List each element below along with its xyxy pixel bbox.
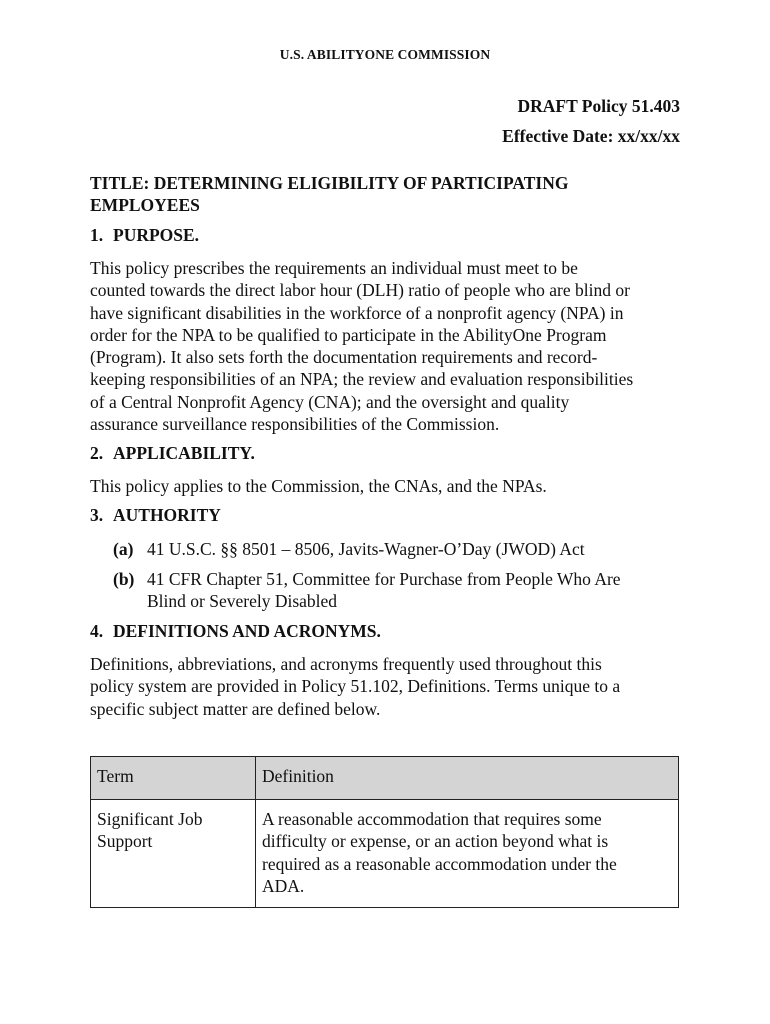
table-header-cell: Term [91, 757, 256, 800]
table-row [91, 800, 679, 908]
item-label: (b) [113, 569, 135, 589]
definition-line: difficulty or expense, or an action beyond what is [262, 831, 609, 852]
term-line: Significant Job [97, 809, 203, 829]
definitions-paragraph [90, 653, 690, 720]
policy-title [90, 172, 680, 216]
paragraph-line: Definitions, abbreviations, and acronyms frequently used throughout this [90, 654, 602, 674]
section-number: 3. [90, 505, 104, 525]
section-applicability-heading [90, 443, 255, 464]
term-cell [91, 800, 256, 908]
definition-line: A reasonable accommodation that requires some [262, 809, 602, 829]
section-heading-text: AUTHORITY [113, 505, 221, 525]
section-heading-text: PURPOSE. [113, 225, 200, 245]
applicability-paragraph: This policy applies to the Commission, the CNAs, and the NPAs. [90, 476, 547, 496]
policy-number: DRAFT Policy 51.403 [517, 96, 680, 116]
section-purpose-heading [90, 225, 199, 246]
paragraph-line: This policy prescribes the requirements an individual must meet to be [90, 258, 578, 278]
paragraph-line: policy system are provided in Policy 51.102, Definitions. Terms unique to a [90, 676, 621, 697]
definition-line: ADA. [262, 875, 305, 896]
paragraph-line: assurance surveillance responsibilities of the Commission. [90, 414, 500, 435]
section-heading-text: APPLICABILITY. [113, 443, 255, 463]
section-definitions-heading [90, 621, 381, 642]
section-number: 4. [90, 621, 104, 641]
policy-title-line: EMPLOYEES [90, 195, 200, 215]
item-text: 41 U.S.C. §§ 8501 – 8506, Javits-Wagner-O’Day (JWOD) Act [147, 539, 585, 559]
definition-cell [256, 800, 679, 908]
item-label: (a) [113, 539, 134, 559]
paragraph-line: of a Central Nonprofit Agency (CNA); and the oversight and quality [90, 391, 570, 412]
paragraph-line: have significant disabilities in the workforce of a nonprofit agency (NPA) in [90, 302, 624, 323]
paragraph-line: specific subject matter are defined below. [90, 698, 381, 719]
paragraph-line: (Program). It also sets forth the documentation requirements and record- [90, 347, 598, 368]
definition-line: required as a reasonable accommodation under the [262, 853, 617, 874]
section-authority-heading [90, 505, 221, 526]
table-header-cell: Definition [256, 757, 679, 800]
paragraph-line: counted towards the direct labor hour (DLH) ratio of people who are blind or [90, 280, 630, 301]
effective-date: Effective Date: xx/xx/xx [502, 126, 680, 146]
purpose-paragraph [90, 257, 690, 435]
paragraph-line: keeping responsibilities of an NPA; the review and evaluation responsibilities [90, 369, 634, 390]
item-text: Blind or Severely Disabled [147, 591, 338, 612]
policy-title-line: TITLE: DETERMINING ELIGIBILITY OF PARTICIPATING [90, 173, 569, 193]
section-heading-text: DEFINITIONS AND ACRONYMS. [113, 621, 381, 641]
item-text: 41 CFR Chapter 51, Committee for Purchase from People Who Are [147, 569, 621, 589]
table-header-row [91, 757, 679, 800]
authority-item [113, 538, 683, 560]
section-number: 1. [90, 225, 104, 245]
authority-item [113, 568, 683, 613]
paragraph-line: order for the NPA to be qualified to participate in the AbilityOne Program [90, 324, 607, 345]
agency-header: U.S. ABILITYONE COMMISSION [279, 47, 491, 62]
term-line: Support [97, 831, 153, 852]
definitions-table [90, 756, 679, 908]
section-number: 2. [90, 443, 104, 463]
